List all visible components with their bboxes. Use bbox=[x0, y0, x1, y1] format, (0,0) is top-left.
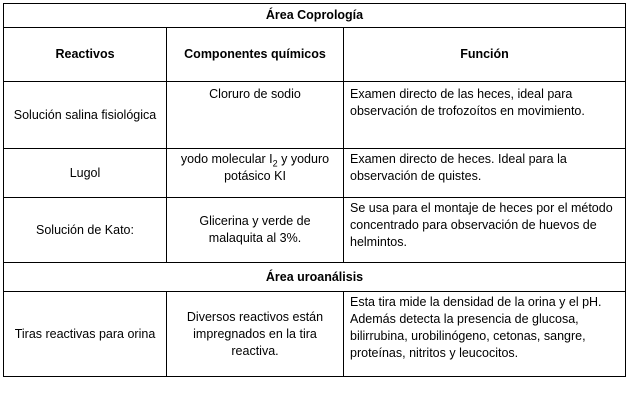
column-header-reactivos: Reactivos bbox=[4, 28, 167, 82]
section-header-row bbox=[4, 4, 626, 28]
table-row bbox=[4, 149, 626, 198]
column-header-componentes: Componentes químicos bbox=[167, 28, 344, 82]
componentes-cell: Glicerina y verde de malaquita al 3%. bbox=[167, 198, 344, 263]
componentes-cell: Cloruro de sodio bbox=[167, 82, 344, 149]
reagents-table bbox=[3, 3, 626, 377]
reactivo-cell: Tiras reactivas para orina bbox=[4, 292, 167, 377]
componentes-text-pre: yodo molecular I bbox=[180, 152, 273, 166]
reactivo-cell: Solución salina fisiológica bbox=[4, 82, 167, 149]
funcion-cell: Esta tira mide la densidad de la orina y el pH. Además detecta la presencia de glucosa, bilirrubina, urobilinógeno, cetonas, sangre, proteínas, nitritos y leucocitos. bbox=[344, 292, 626, 377]
componentes-cell: Diversos reactivos están impregnados en la tira reactiva. bbox=[167, 292, 344, 377]
section-title-coprologia: Área Coprología bbox=[4, 4, 626, 28]
componentes-text-post: y yoduro potásico KI bbox=[224, 152, 330, 183]
column-header-row bbox=[4, 28, 626, 82]
componentes-cell bbox=[167, 149, 344, 198]
column-header-funcion: Función bbox=[344, 28, 626, 82]
reactivo-cell: Lugol bbox=[4, 149, 167, 198]
funcion-cell: Examen directo de heces. Ideal para la observación de quistes. bbox=[344, 149, 626, 198]
subscript-2: 2 bbox=[272, 158, 278, 169]
reactivo-cell: Solución de Kato: bbox=[4, 198, 167, 263]
table-row bbox=[4, 292, 626, 377]
section-header-row bbox=[4, 263, 626, 292]
table-row bbox=[4, 82, 626, 149]
funcion-cell: Se usa para el montaje de heces por el método concentrado para observación de huevos de helmintos. bbox=[344, 198, 626, 263]
table-row bbox=[4, 198, 626, 263]
funcion-cell: Examen directo de las heces, ideal para observación de trofozoítos en movimiento. bbox=[344, 82, 626, 149]
section-title-uroanalisis: Área uroanálisis bbox=[4, 263, 626, 292]
